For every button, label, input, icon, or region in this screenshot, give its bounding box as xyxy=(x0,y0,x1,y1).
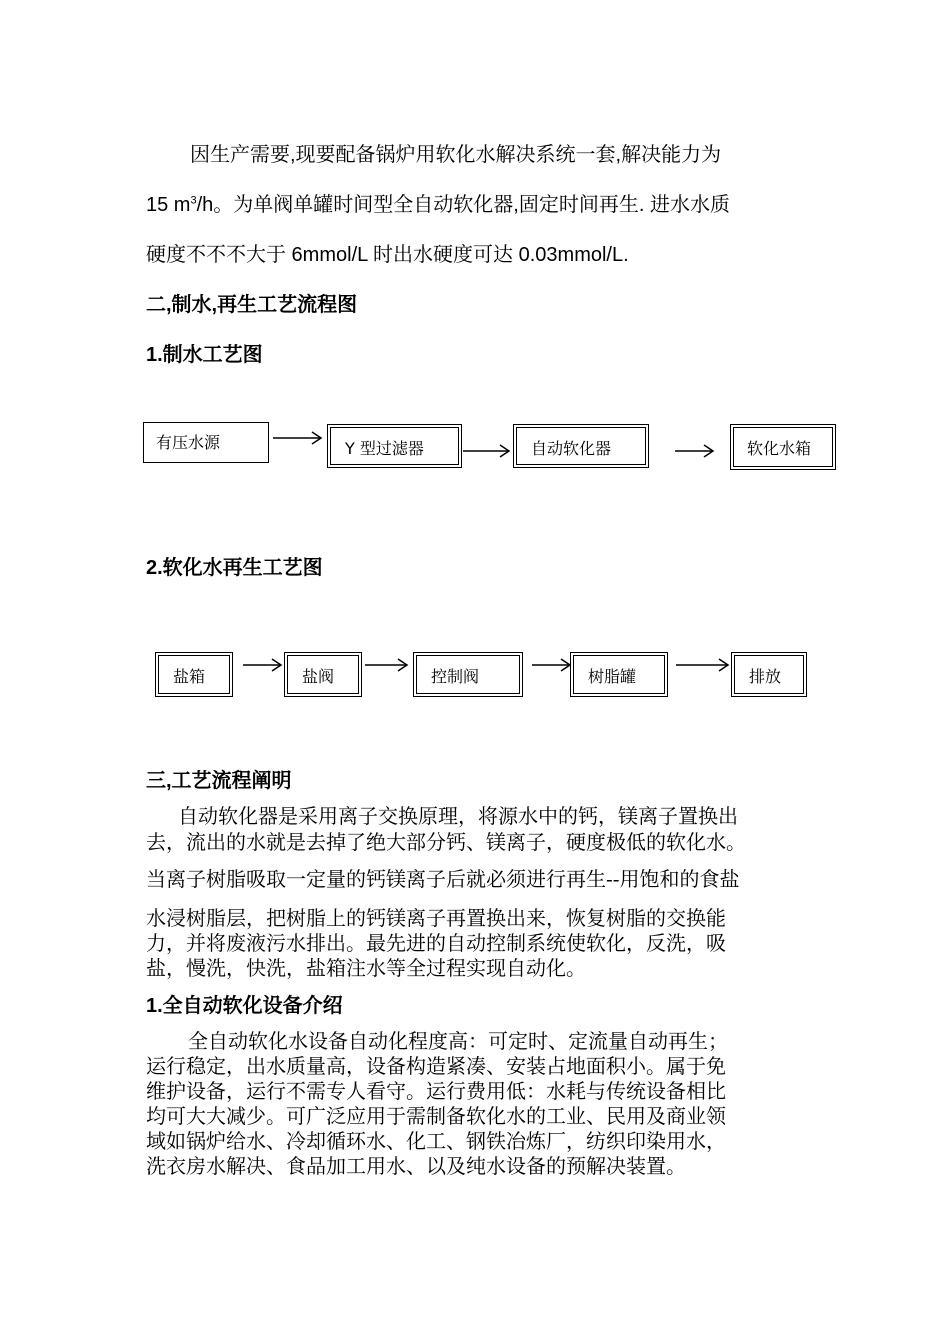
intro-line-3: 硬度不不不大于 6mmol/L 时出水硬度可达 0.03mmol/L. xyxy=(146,244,629,266)
flow1-arrow-3 xyxy=(674,443,716,459)
intro-line-2-prefix: 15 m xyxy=(146,194,191,216)
section-3-para-1-line-5: 力，并将废液污水排出。最先进的自动控制系统使软化，反洗，吸 xyxy=(146,931,726,955)
intro-line-2-suffix: /h。为单阀单罐时间型全自动软化器,固定时间再生. 进水水质 xyxy=(196,194,730,216)
section-3-para-1-line-6: 盐，慢洗，快洗，盐箱注水等全过程实现自动化。 xyxy=(146,956,586,980)
flow1-box-4 xyxy=(730,424,836,470)
section-3-para-1-line-4: 水浸树脂层，把树脂上的钙镁离子再置换出来，恢复树脂的交换能 xyxy=(146,906,726,930)
flow1-arrow-2 xyxy=(462,443,512,459)
section-3-para-2-line-5: 域如锅炉给水、冷却循环水、化工、钢铁冶炼厂，纺织印染用水， xyxy=(146,1129,726,1153)
section-3-para-2-line-3: 维护设备，运行不需专人看守。运行费用低：水耗与传统设备相比 xyxy=(146,1079,726,1103)
flow2-box-5-label: 排放 xyxy=(749,667,782,686)
flow2-box-1-label: 盐箱 xyxy=(173,667,206,686)
flow2-box-5 xyxy=(731,652,807,697)
flow2-arrow-4 xyxy=(675,657,731,673)
flow2-arrow-1 xyxy=(242,657,284,673)
flow2-box-1 xyxy=(155,652,233,697)
section-3-para-2-line-2: 运行稳定，出水质量高，设备构造紧凑、安装占地面积小。属于免 xyxy=(146,1054,726,1078)
flow1-arrow-1 xyxy=(272,430,324,446)
flow2-arrow-2 xyxy=(364,657,410,673)
section-3-para-2-line-4: 均可大大减少。可广泛应用于需制备软化水的工业、民用及商业领 xyxy=(146,1104,726,1128)
flow2-arrow-3 xyxy=(531,657,573,673)
section-2-sub-2-title: 2.软化水再生工艺图 xyxy=(146,557,323,579)
section-2-title: 二,制水,再生工艺流程图 xyxy=(146,294,358,316)
flow2-box-3-label: 控制阀 xyxy=(431,667,480,686)
flow1-box-2-label: Y 型过滤器 xyxy=(345,439,424,458)
section-3-para-1-line-3: 当离子树脂吸取一定量的钙镁离子后就必须进行再生--用饱和的食盐 xyxy=(146,867,740,891)
section-2-sub-1-title: 1.制水工艺图 xyxy=(146,344,263,366)
flow1-box-3 xyxy=(513,424,649,468)
flow2-box-2-label: 盐阀 xyxy=(302,667,335,686)
flow2-box-3 xyxy=(413,652,523,697)
section-3-para-2-line-1: 全自动软化水设备自动化程度高：可定时、定流量自动再生； xyxy=(188,1029,728,1053)
section-3-para-1-line-1: 自动软化器是采用离子交换原理，将源水中的钙，镁离子置换出 xyxy=(178,804,738,828)
intro-line-2-superscript: 3 xyxy=(190,194,197,207)
flow2-box-4-label: 树脂罐 xyxy=(588,667,637,686)
intro-line-1: 因生产需要,现要配备锅炉用软化水解决系统一套,解决能力为 xyxy=(190,144,722,166)
flow1-box-3-label: 自动软化器 xyxy=(531,439,612,458)
section-3-sub-1-title: 1.全自动软化设备介绍 xyxy=(146,995,343,1017)
flow2-box-2 xyxy=(284,652,362,697)
flow1-box-1 xyxy=(143,422,269,463)
intro-line-2 xyxy=(146,188,730,217)
section-3-para-1-line-2: 去，流出的水就是去掉了绝大部分钙、镁离子，硬度极低的软化水。 xyxy=(146,830,746,854)
flow1-box-1-label: 有压水源 xyxy=(156,433,221,452)
flow2-box-4 xyxy=(570,652,668,697)
section-3-title: 三,工艺流程阐明 xyxy=(146,770,292,792)
section-3-para-2-line-6: 洗衣房水解决、食品加工用水、以及纯水设备的预解决装置。 xyxy=(146,1154,686,1178)
flow1-box-2 xyxy=(327,424,462,468)
flow1-box-4-label: 软化水箱 xyxy=(747,439,812,458)
